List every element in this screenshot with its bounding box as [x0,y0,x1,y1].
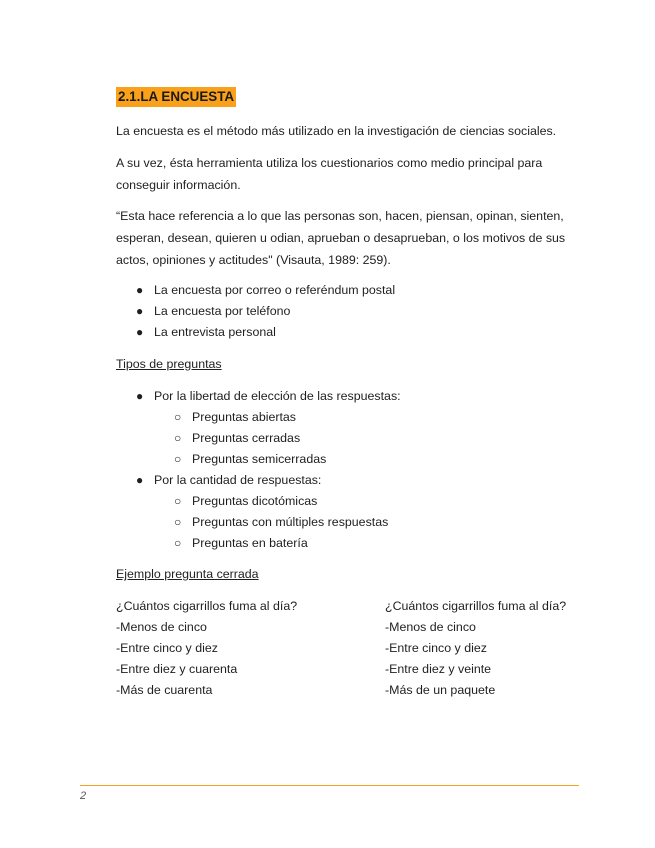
list-item: ● La entrevista personal [154,322,395,343]
list-item: ● La encuesta por correo o referéndum postal [154,280,395,301]
hollow-bullet-icon: ○ [174,431,182,445]
list-item: ● La encuesta por teléfono [154,301,395,322]
answer-option: -Entre diez y veinte [385,662,492,676]
answer-option: -Menos de cinco [385,620,476,634]
nested-list-item: ○ Preguntas en batería [192,533,401,554]
bullet-icon: ● [136,389,144,403]
example-question-a [116,596,297,701]
footer-divider [80,785,579,786]
paragraph-1: La encuesta es el método más utilizado en la investigación de ciencias sociales. [116,124,557,138]
question-text: ¿Cuántos cigarrillos fuma al día? [116,599,298,613]
list-item: ● Por la libertad de elección de las respuestas: [154,386,401,407]
answer-option: -Entre diez y cuarenta [116,662,238,676]
nested-list-item: ○ Preguntas dicotómicas [192,491,401,512]
answer-option: -Más de un paquete [385,683,496,697]
bullet-icon: ● [136,473,144,487]
page-number: 2 [80,790,87,802]
hollow-bullet-icon: ○ [174,410,182,424]
nested-list-item: ○ Preguntas abiertas [192,407,401,428]
question-text: ¿Cuántos cigarrillos fuma al día? [385,599,567,613]
nested-list-item: ○ Preguntas con múltiples respuestas [192,512,401,533]
hollow-bullet-icon: ○ [174,452,182,466]
question-types-list [136,386,401,554]
hollow-bullet-icon: ○ [174,515,182,529]
answer-option: -Entre cinco y diez [116,641,218,655]
example-title: Ejemplo pregunta cerrada [116,567,259,581]
nested-list-item: ○ Preguntas cerradas [192,428,401,449]
nested-list-item: ○ Preguntas semicerradas [192,449,401,470]
survey-methods-list [136,280,396,343]
answer-option: -Menos de cinco [116,620,207,634]
section-heading: 2.1.LA ENCUESTA [116,87,236,107]
question-types-title: Tipos de preguntas [116,357,222,371]
answer-option: -Más de cuarenta [116,683,213,697]
paragraph-quote: “Esta hace referencia a lo que las personas son, hacen, piensan, opinan, sienten, esperan, desean, quieren u odian, aprueban o desaprueban, o los motivos de sus actos, opiniones y actitudes" (Visauta, 1989: 259). [116,209,566,267]
example-question-b [385,596,566,701]
paragraph-2: A su vez, ésta herramienta utiliza los cuestionarios como medio principal para conseguir información. [116,156,543,192]
bullet-icon: ● [136,325,144,339]
bullet-icon: ● [136,304,144,318]
bullet-icon: ● [136,283,144,297]
hollow-bullet-icon: ○ [174,536,182,550]
answer-option: -Entre cinco y diez [385,641,487,655]
list-item: ● Por la cantidad de respuestas: [154,470,401,491]
hollow-bullet-icon: ○ [174,494,182,508]
